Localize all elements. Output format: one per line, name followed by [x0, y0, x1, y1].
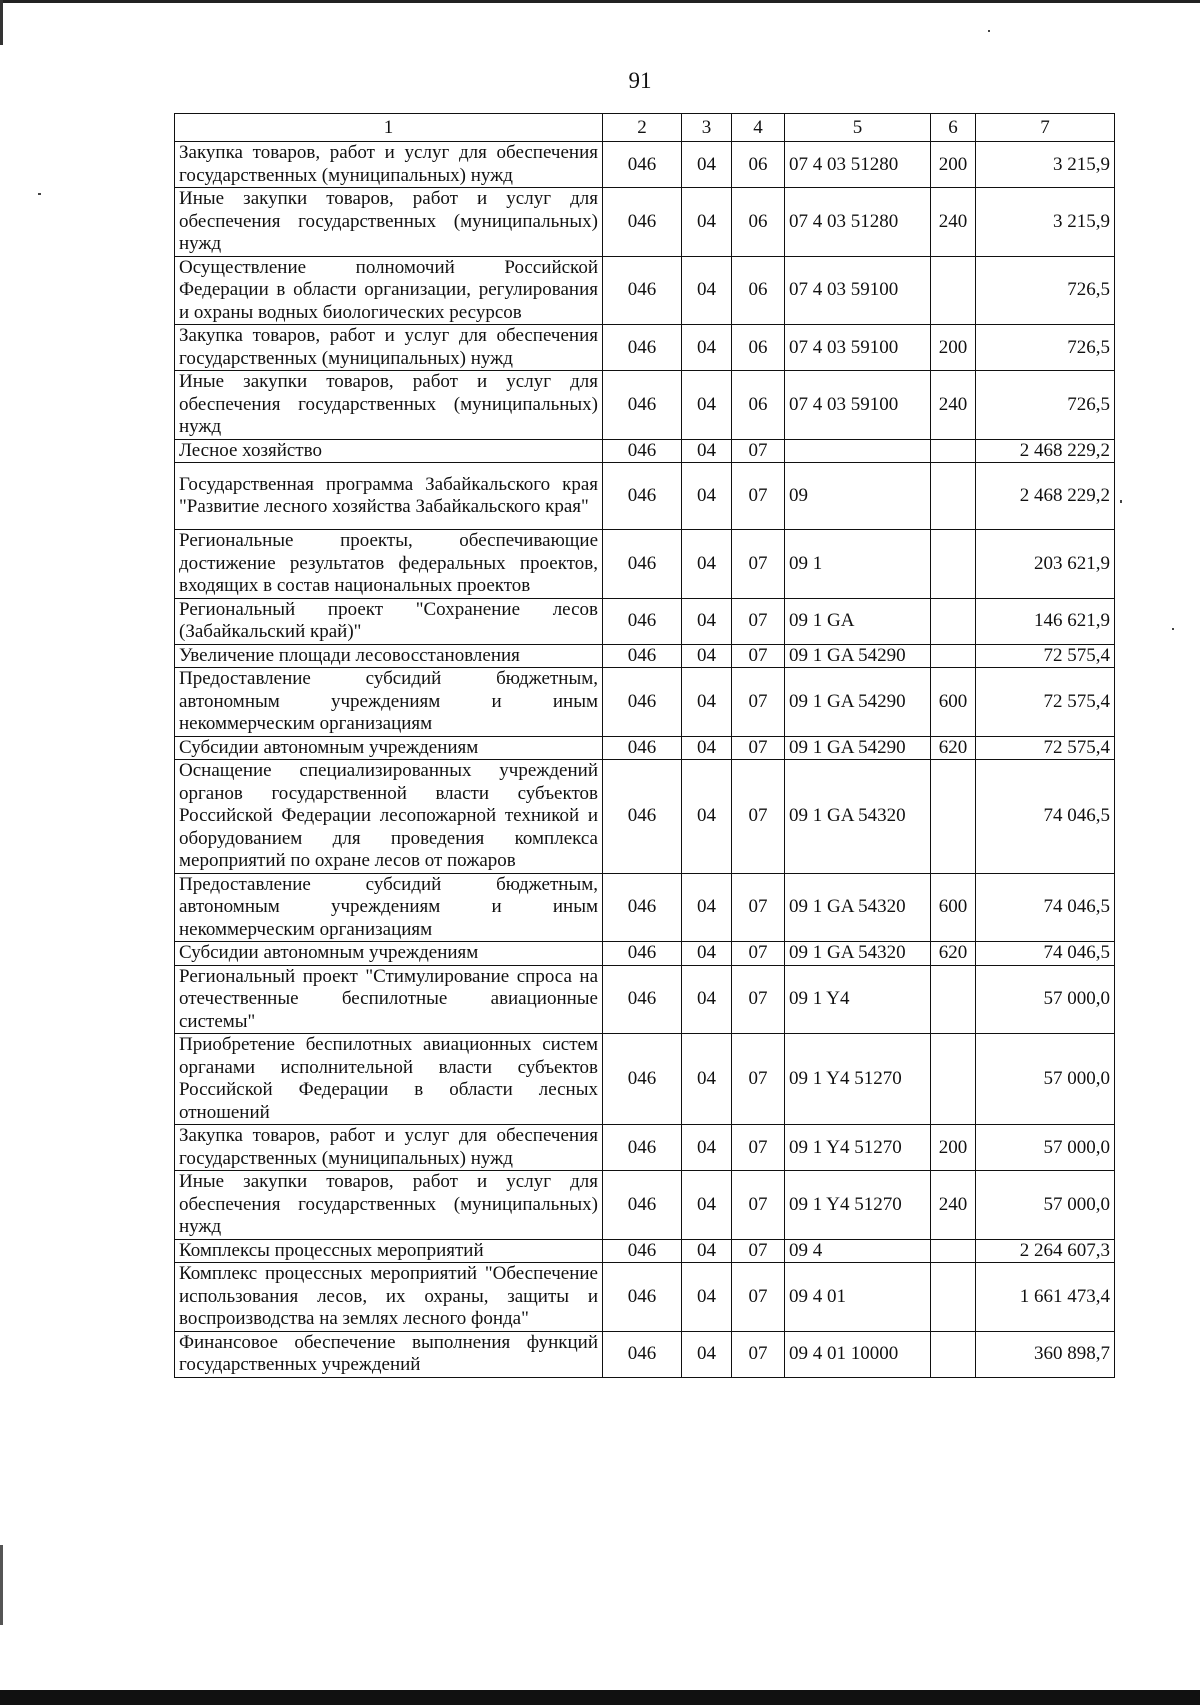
- row-section-cell: 04: [682, 256, 732, 325]
- table-row: [175, 1034, 1115, 1125]
- row-target-article-cell: 09 4 01: [785, 1263, 931, 1332]
- row-subsection-cell: 07: [732, 463, 785, 530]
- row-target-article-cell: 07 4 03 59100: [785, 371, 931, 440]
- row-subsection-cell: 07: [732, 1125, 785, 1171]
- row-amount-cell: 57 000,0: [976, 965, 1115, 1034]
- row-name-cell: Региональный проект "Сохранение лесов (Забайкальский край)": [175, 598, 603, 644]
- row-admin-code-cell: 046: [603, 1331, 682, 1377]
- row-amount-cell: 203 621,9: [976, 530, 1115, 599]
- row-expense-type-cell: [931, 1263, 976, 1332]
- row-amount-cell: 74 046,5: [976, 873, 1115, 942]
- row-expense-type-cell: [931, 598, 976, 644]
- scan-speck: [988, 30, 990, 32]
- row-subsection-cell: 07: [732, 598, 785, 644]
- row-admin-code-cell: 046: [603, 668, 682, 737]
- header-cell: 4: [732, 114, 785, 142]
- row-target-article-cell: 09 1 GA 54290: [785, 736, 931, 760]
- table-row: [175, 1125, 1115, 1171]
- row-target-article-cell: 07 4 03 59100: [785, 256, 931, 325]
- row-subsection-cell: 07: [732, 942, 785, 966]
- table-row: [175, 1239, 1115, 1263]
- header-cell: 6: [931, 114, 976, 142]
- scan-edge-left-lower: [0, 1545, 3, 1625]
- row-admin-code-cell: 046: [603, 1239, 682, 1263]
- row-expense-type-cell: [931, 760, 976, 874]
- row-target-article-cell: 07 4 03 51280: [785, 188, 931, 257]
- row-target-article-cell: 09 1 GA 54290: [785, 668, 931, 737]
- table-row: [175, 142, 1115, 188]
- table-row: [175, 1263, 1115, 1332]
- row-amount-cell: 726,5: [976, 256, 1115, 325]
- row-amount-cell: 1 661 473,4: [976, 1263, 1115, 1332]
- row-expense-type-cell: [931, 1034, 976, 1125]
- table-row: [175, 463, 1115, 530]
- row-section-cell: 04: [682, 668, 732, 737]
- row-section-cell: 04: [682, 1171, 732, 1240]
- row-target-article-cell: 09 1 Y4 51270: [785, 1034, 931, 1125]
- row-name-cell: Региональные проекты, обеспечивающие достижение результатов федеральных проектов, входящих в состав национальных проектов: [175, 530, 603, 599]
- header-row: [175, 114, 1115, 142]
- row-section-cell: 04: [682, 1239, 732, 1263]
- row-target-article-cell: 09 1 GA 54320: [785, 760, 931, 874]
- row-subsection-cell: 07: [732, 965, 785, 1034]
- table-row: [175, 942, 1115, 966]
- table-row: [175, 736, 1115, 760]
- row-section-cell: 04: [682, 1125, 732, 1171]
- row-amount-cell: 72 575,4: [976, 736, 1115, 760]
- row-name-cell: Субсидии автономным учреждениям: [175, 942, 603, 966]
- row-section-cell: 04: [682, 188, 732, 257]
- row-target-article-cell: 09 1: [785, 530, 931, 599]
- row-admin-code-cell: 046: [603, 760, 682, 874]
- header-cell: 7: [976, 114, 1115, 142]
- row-subsection-cell: 06: [732, 188, 785, 257]
- row-name-cell: Субсидии автономным учреждениям: [175, 736, 603, 760]
- row-admin-code-cell: 046: [603, 873, 682, 942]
- row-subsection-cell: 07: [732, 1171, 785, 1240]
- row-expense-type-cell: [931, 463, 976, 530]
- row-subsection-cell: 07: [732, 439, 785, 463]
- row-name-cell: Иные закупки товаров, работ и услуг для обеспечения государственных (муниципальных) нужд: [175, 371, 603, 440]
- row-target-article-cell: 09 1 GA 54320: [785, 942, 931, 966]
- row-admin-code-cell: 046: [603, 942, 682, 966]
- row-admin-code-cell: 046: [603, 1034, 682, 1125]
- row-name-cell: Оснащение специализированных учреждений органов государственной власти субъектов Российской Федерации лесопожарной техникой и оборудованием для проведения комплекса мероприятий по охране лесов от пожаров: [175, 760, 603, 874]
- table-row: [175, 760, 1115, 874]
- scan-speck: [1120, 500, 1122, 503]
- row-expense-type-cell: 240: [931, 1171, 976, 1240]
- row-name-cell: Закупка товаров, работ и услуг для обеспечения государственных (муниципальных) нужд: [175, 325, 603, 371]
- row-expense-type-cell: 600: [931, 668, 976, 737]
- row-section-cell: 04: [682, 325, 732, 371]
- row-expense-type-cell: 600: [931, 873, 976, 942]
- row-expense-type-cell: [931, 439, 976, 463]
- row-name-cell: Финансовое обеспечение выполнения функций государственных учреждений: [175, 1331, 603, 1377]
- table-row: [175, 965, 1115, 1034]
- row-section-cell: 04: [682, 760, 732, 874]
- row-amount-cell: 57 000,0: [976, 1034, 1115, 1125]
- row-admin-code-cell: 046: [603, 1263, 682, 1332]
- row-section-cell: 04: [682, 530, 732, 599]
- table-row: [175, 598, 1115, 644]
- row-subsection-cell: 06: [732, 325, 785, 371]
- table-row: [175, 668, 1115, 737]
- row-amount-cell: 2 468 229,2: [976, 439, 1115, 463]
- scan-speck: [38, 193, 41, 195]
- row-expense-type-cell: 620: [931, 736, 976, 760]
- table-row: [175, 1331, 1115, 1377]
- row-amount-cell: 74 046,5: [976, 942, 1115, 966]
- row-expense-type-cell: 200: [931, 1125, 976, 1171]
- row-name-cell: Приобретение беспилотных авиационных систем органами исполнительной власти субъектов Российской Федерации в области лесных отношений: [175, 1034, 603, 1125]
- row-subsection-cell: 07: [732, 1263, 785, 1332]
- row-name-cell: Иные закупки товаров, работ и услуг для обеспечения государственных (муниципальных) нужд: [175, 1171, 603, 1240]
- row-admin-code-cell: 046: [603, 1171, 682, 1240]
- row-subsection-cell: 06: [732, 142, 785, 188]
- row-subsection-cell: 06: [732, 371, 785, 440]
- table-row: [175, 256, 1115, 325]
- row-target-article-cell: 09: [785, 463, 931, 530]
- row-expense-type-cell: [931, 644, 976, 668]
- header-cell: 5: [785, 114, 931, 142]
- row-expense-type-cell: [931, 1239, 976, 1263]
- row-section-cell: 04: [682, 439, 732, 463]
- table-row: [175, 644, 1115, 668]
- row-name-cell: Региональный проект "Стимулирование спроса на отечественные беспилотные авиационные системы": [175, 965, 603, 1034]
- scan-speck: [1172, 628, 1174, 630]
- row-expense-type-cell: 240: [931, 188, 976, 257]
- table-row: [175, 530, 1115, 599]
- row-admin-code-cell: 046: [603, 439, 682, 463]
- row-section-cell: 04: [682, 1034, 732, 1125]
- row-admin-code-cell: 046: [603, 530, 682, 599]
- row-target-article-cell: 07 4 03 51280: [785, 142, 931, 188]
- row-name-cell: Осуществление полномочий Российской Федерации в области организации, регулирования и охраны водных биологических ресурсов: [175, 256, 603, 325]
- row-section-cell: 04: [682, 965, 732, 1034]
- row-section-cell: 04: [682, 142, 732, 188]
- row-amount-cell: 57 000,0: [976, 1125, 1115, 1171]
- row-subsection-cell: 07: [732, 1331, 785, 1377]
- row-expense-type-cell: [931, 1331, 976, 1377]
- row-amount-cell: 3 215,9: [976, 142, 1115, 188]
- header-cell: 3: [682, 114, 732, 142]
- page-number: 91: [628, 68, 652, 93]
- row-subsection-cell: 07: [732, 644, 785, 668]
- row-amount-cell: 57 000,0: [976, 1171, 1115, 1240]
- row-amount-cell: 2 264 607,3: [976, 1239, 1115, 1263]
- row-subsection-cell: 07: [732, 873, 785, 942]
- row-name-cell: Закупка товаров, работ и услуг для обеспечения государственных (муниципальных) нужд: [175, 1125, 603, 1171]
- row-target-article-cell: [785, 439, 931, 463]
- row-expense-type-cell: [931, 530, 976, 599]
- row-target-article-cell: 09 1 Y4 51270: [785, 1171, 931, 1240]
- row-section-cell: 04: [682, 463, 732, 530]
- row-amount-cell: 726,5: [976, 371, 1115, 440]
- row-section-cell: 04: [682, 1331, 732, 1377]
- table-row: [175, 188, 1115, 257]
- row-admin-code-cell: 046: [603, 736, 682, 760]
- row-admin-code-cell: 046: [603, 965, 682, 1034]
- scan-edge-top: [0, 0, 1200, 3]
- row-name-cell: Лесное хозяйство: [175, 439, 603, 463]
- row-expense-type-cell: 200: [931, 142, 976, 188]
- row-expense-type-cell: 240: [931, 371, 976, 440]
- row-admin-code-cell: 046: [603, 142, 682, 188]
- row-amount-cell: 74 046,5: [976, 760, 1115, 874]
- table-row: [175, 371, 1115, 440]
- row-section-cell: 04: [682, 942, 732, 966]
- table-row: [175, 325, 1115, 371]
- row-subsection-cell: 07: [732, 530, 785, 599]
- row-target-article-cell: 07 4 03 59100: [785, 325, 931, 371]
- row-target-article-cell: 09 1 GA: [785, 598, 931, 644]
- row-admin-code-cell: 046: [603, 644, 682, 668]
- row-name-cell: Иные закупки товаров, работ и услуг для обеспечения государственных (муниципальных) нужд: [175, 188, 603, 257]
- row-target-article-cell: 09 1 GA 54290: [785, 644, 931, 668]
- row-name-cell: Предоставление субсидий бюджетным, автономным учреждениям и иным некоммерческим организациям: [175, 873, 603, 942]
- row-section-cell: 04: [682, 371, 732, 440]
- table-row: [175, 439, 1115, 463]
- row-name-cell: Комплекс процессных мероприятий "Обеспечение использования лесов, их охраны, защиты и воспроизводства на землях лесного фонда": [175, 1263, 603, 1332]
- row-section-cell: 04: [682, 644, 732, 668]
- row-name-cell: Увеличение площади лесовосстановления: [175, 644, 603, 668]
- row-target-article-cell: 09 1 Y4: [785, 965, 931, 1034]
- row-subsection-cell: 07: [732, 1034, 785, 1125]
- row-name-cell: Закупка товаров, работ и услуг для обеспечения государственных (муниципальных) нужд: [175, 142, 603, 188]
- row-amount-cell: 72 575,4: [976, 668, 1115, 737]
- row-admin-code-cell: 046: [603, 463, 682, 530]
- row-admin-code-cell: 046: [603, 1125, 682, 1171]
- row-name-cell: Комплексы процессных мероприятий: [175, 1239, 603, 1263]
- scan-edge-bottom: [0, 1690, 1200, 1705]
- row-amount-cell: 3 215,9: [976, 188, 1115, 257]
- row-subsection-cell: 06: [732, 256, 785, 325]
- row-amount-cell: 726,5: [976, 325, 1115, 371]
- row-expense-type-cell: [931, 256, 976, 325]
- row-admin-code-cell: 046: [603, 325, 682, 371]
- table-row: [175, 1171, 1115, 1240]
- row-amount-cell: 72 575,4: [976, 644, 1115, 668]
- row-target-article-cell: 09 4 01 10000: [785, 1331, 931, 1377]
- header-cell: 2: [603, 114, 682, 142]
- row-expense-type-cell: 200: [931, 325, 976, 371]
- row-target-article-cell: 09 1 Y4 51270: [785, 1125, 931, 1171]
- row-target-article-cell: 09 1 GA 54320: [785, 873, 931, 942]
- row-section-cell: 04: [682, 736, 732, 760]
- scan-edge-left: [0, 0, 3, 45]
- row-admin-code-cell: 046: [603, 188, 682, 257]
- budget-table: [174, 113, 1115, 1378]
- table-row: [175, 873, 1115, 942]
- table-body: [175, 142, 1115, 1378]
- row-section-cell: 04: [682, 873, 732, 942]
- row-name-cell: Государственная программа Забайкальского края "Развитие лесного хозяйства Забайкальского края": [175, 463, 603, 530]
- row-section-cell: 04: [682, 598, 732, 644]
- row-amount-cell: 2 468 229,2: [976, 463, 1115, 530]
- row-expense-type-cell: [931, 965, 976, 1034]
- row-amount-cell: 360 898,7: [976, 1331, 1115, 1377]
- row-name-cell: Предоставление субсидий бюджетным, автономным учреждениям и иным некоммерческим организациям: [175, 668, 603, 737]
- row-subsection-cell: 07: [732, 736, 785, 760]
- row-admin-code-cell: 046: [603, 598, 682, 644]
- row-subsection-cell: 07: [732, 668, 785, 737]
- row-admin-code-cell: 046: [603, 371, 682, 440]
- row-admin-code-cell: 046: [603, 256, 682, 325]
- row-expense-type-cell: 620: [931, 942, 976, 966]
- row-subsection-cell: 07: [732, 1239, 785, 1263]
- row-target-article-cell: 09 4: [785, 1239, 931, 1263]
- row-amount-cell: 146 621,9: [976, 598, 1115, 644]
- row-section-cell: 04: [682, 1263, 732, 1332]
- header-cell: 1: [175, 114, 603, 142]
- row-subsection-cell: 07: [732, 760, 785, 874]
